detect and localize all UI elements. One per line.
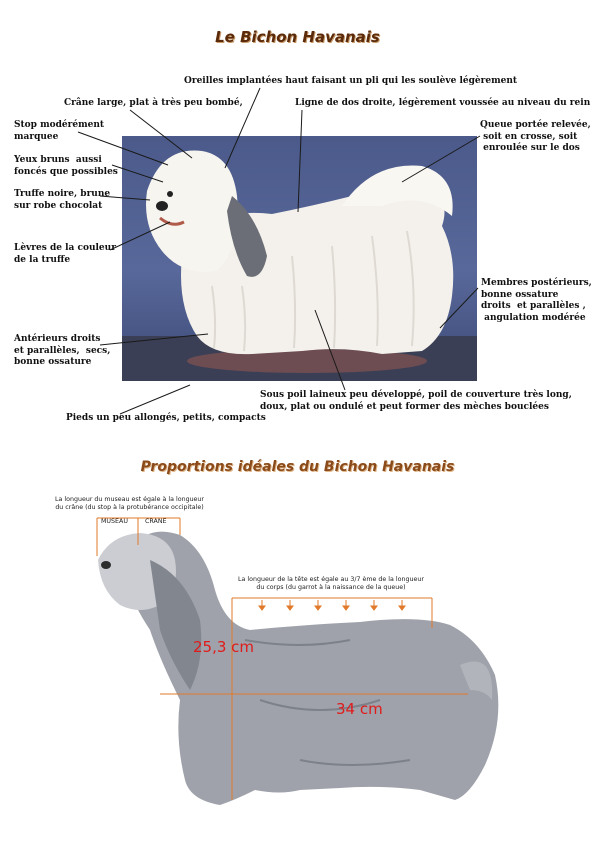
height-measure: 25,3 cm bbox=[193, 638, 255, 656]
annotation-ears: Oreilles implantées haut faisant un pli qui les soulève légèrement bbox=[184, 76, 518, 86]
crane-label: CRANE bbox=[145, 518, 167, 525]
annotation-feet: Pieds un peu allongés, petits, compacts bbox=[66, 413, 266, 423]
annotation-tail: Queue portée relevée, soit en crosse, soit enroulée sur le dos bbox=[480, 120, 591, 153]
muzzle-note: La longueur du museau est égale à la longueur du crâne (du stop à la protubérance occipitale) bbox=[55, 496, 205, 511]
head-length-note: La longueur de la tête est égale au 3/7 ème de la longueur du corps (du garrot à la naissance de la queue) bbox=[238, 576, 424, 591]
page-title: Le Bichon Havanais bbox=[215, 28, 380, 46]
museau-label: MUSEAU bbox=[101, 518, 128, 525]
annotation-coat: Sous poil laineux peu développé, poil de couverture très long, doux, plat ou ondulé et peut former des mèches bouclées bbox=[260, 390, 572, 412]
length-measure: 34 cm bbox=[336, 700, 383, 718]
section-title: Proportions idéales du Bichon Havanais bbox=[140, 459, 455, 475]
annotation-stop: Stop modérément marquee bbox=[14, 120, 105, 142]
annotation-nose: Truffe noire, brune sur robe chocolat bbox=[14, 189, 111, 211]
annotation-lips: Lèvres de la couleur de la truffe bbox=[14, 243, 116, 265]
annotation-back: Ligne de dos droite, légèrement voussée au niveau du rein bbox=[295, 98, 591, 108]
annotation-eyes: Yeux bruns aussi foncés que possibles bbox=[14, 155, 118, 177]
annotation-forelegs: Antérieurs droits et parallèles, secs, bonne ossature bbox=[14, 334, 111, 367]
annotation-skull: Crâne large, plat à très peu bombé, bbox=[64, 98, 243, 108]
annotation-hindlegs: Membres postérieurs, bonne ossature droits et parallèles , angulation modérée bbox=[481, 278, 592, 323]
